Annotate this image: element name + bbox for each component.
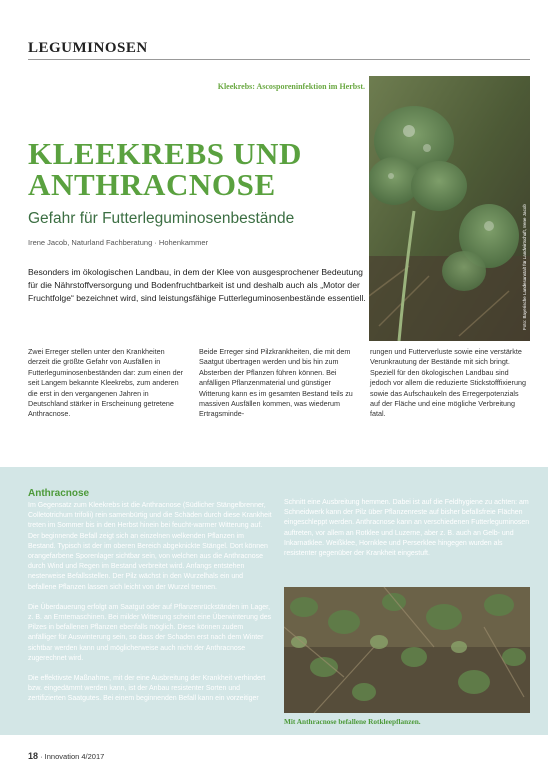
info-paragraph: Die Überdauerung erfolgt am Saatgut oder auf Pflanzenrückständen im Lager, z. B. an Erntemaschinen. Bei milder Witterung scheint eine Überwinterung des Pilzes in befallenen Pflanzen ebenfalls möglich. Diese können zudem anfälliger für Auswinterung sein, so dass der Schaden erst nach dem Winter sichtbar werden kann und möglicherweise auch nicht der Anthracnose zugerechnet wird. <box>28 603 272 662</box>
section-divider <box>28 59 530 60</box>
red-clover-photo <box>284 587 530 713</box>
photo-credit: Foto: Bayerische Landesanstalt für Landwirtschaft, Irene Jacob <box>522 204 527 330</box>
bottom-photo-caption: Mit Anthracnose befallene Rotkleepflanzen. <box>284 717 421 726</box>
red-clover-photo-illustration <box>284 587 530 713</box>
issue-label: · Innovation 4/2017 <box>38 752 105 761</box>
title-line-1: KLEEKREBS UND <box>28 136 302 171</box>
lead-paragraph: Besonders im ökologischen Landbau, in dem der Klee von ausgesprochener Bedeutung für die Nährstoffversorgung und Bodenfruchtbarkeit ist und deshalb auch als „Motor der Fruchtfolge“ bezeichnet wird, sind leistungsfähige Futterleguminosenbestände essentiell. <box>28 267 366 304</box>
page-number: 18 <box>28 751 39 761</box>
page-footer <box>28 751 104 761</box>
author-line: Irene Jacob, Naturland Fachberatung · Hohenkammer <box>28 238 209 247</box>
intro-column-3: rungen und Futterverluste sowie eine verstärkte Verunkrautung der Bestände mit sich bringt. Speziell für den ökologischen Landbau sind jedoch vor allem die reduzierte Stickstofffixierung sowie das Aufschaukeln des Erregerpotenzials auf der Fläche und eine mögliche Verbreitung fatal. <box>370 347 526 419</box>
clover-photo <box>369 76 530 341</box>
clover-photo-illustration <box>369 76 530 341</box>
info-box-right-column <box>284 498 530 569</box>
info-paragraph: Schnitt eine Ausbreitung hemmen. Dabei ist auf die Feldhygiene zu achten: am Schneidwerk kann der Pilz über Pflanzenreste auf bisher befallsfreie Flächen eingeschleppt werden. Anthracnose kann an verschiedenen Futterleguminosen auftreten, vor allem an Rotklee und Luzerne, aber z. B. auch an Gelb- und Inkarnatklee. Weißklee, Hornklee und Perserklee hingegen wurden als resistenter gegenüber der Krankheit eingestuft. <box>284 499 530 558</box>
section-label: LEGUMINOSEN <box>28 40 148 56</box>
intro-column-2: Beide Erreger sind Pilzkrankheiten, die mit dem Saatgut übertragen werden und bis hin zum Absterben der Pflanzen führen können. Bei anfälligen Pflanzenmaterial und günstiger Witterung kann es im gesamten Bestand teils zu massiven Ausfällen kommen, was wiederum Ertragsminde- <box>199 347 353 419</box>
info-box-left-column <box>28 501 273 715</box>
info-paragraph: Im Gegensatz zum Kleekrebs ist die Anthracnose (Südlicher Stängelbrenner, Colletotrichum trifolii) rein samenbürtig und die Schäden durch diese Krankheit treten im Sommer bis in den Herbst hinein bei feucht-warmer Witterung auf. Der beginnende Befall zeigt sich an einzelnen welkenden Pflanzen im Bestand. Typisch ist der im oberen Bereich abgeknickte Stängel. Dort können orangefarbene Sporenlager sichtbar sein, von welchen aus die Anthracnose durch Wind und Regen im Bestand verbreitet wird. Anfangs entstehen nesterweise Befallsstellen. Der Pilz wächst in den Wurzelhals ein und befallene Pflanzen lassen sich leicht von der Wurzel trennen. <box>28 502 272 591</box>
article-title <box>28 138 368 200</box>
intro-column-1: Zwei Erreger stellen unter den Krankheiten derzeit die größte Gefahr von Ausfällen in Futterleguminosenbeständen dar: zum einen der seit Langem bekannte Kleekrebs, zum anderen die erst in den vergangenen Jahren in Deutschland stärker in Erscheinung getretene Anthracnose. <box>28 347 184 419</box>
info-paragraph: Die effektivste Maßnahme, mit der eine Ausbreitung der Krankheit verhindert bzw. eingedämmt werden kann, ist der Anbau resistenter Sorten und zertifizierten Saatgutes. Bei einem beginnenden Befall kann ein vorzeitiger <box>28 675 266 703</box>
top-photo-caption: Kleekrebs: Ascosporeninfektion im Herbst. <box>217 82 365 91</box>
info-box-heading: Anthracnose <box>28 488 90 499</box>
article-subtitle: Gefahr für Futterleguminosenbestände <box>28 210 295 227</box>
title-line-2: ANTHRACNOSE <box>28 167 276 202</box>
